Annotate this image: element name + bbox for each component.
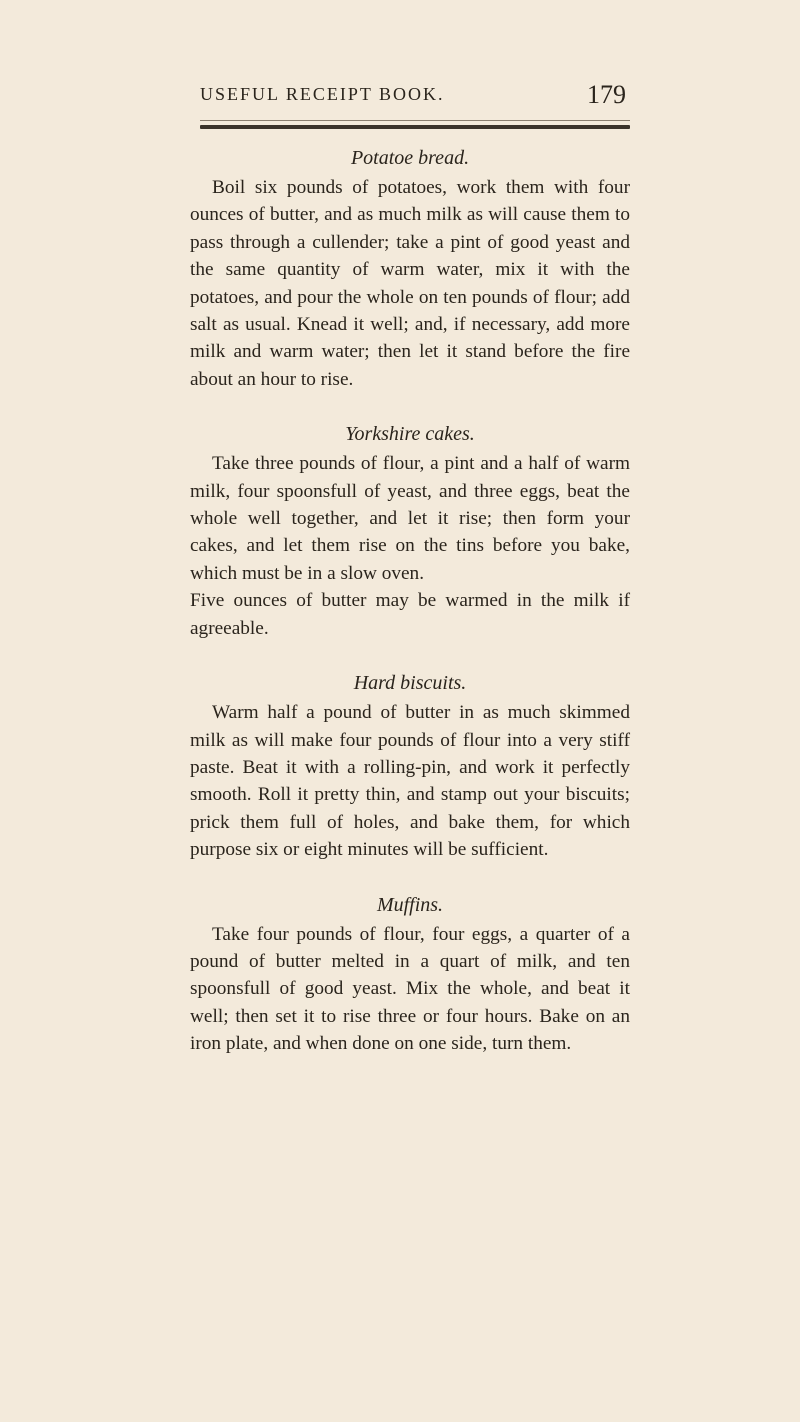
- page-header: [200, 80, 626, 114]
- recipe-muffins: [190, 889, 630, 1058]
- page-body: [190, 142, 630, 1058]
- running-title: USEFUL RECEIPT BOOK.: [200, 84, 445, 104]
- recipe-title: Hard biscuits.: [353, 672, 467, 695]
- recipe-paragraph: Warm half a pound of butter in as much skimmed milk as will make four pounds of flour into a very stiff paste. Beat it with a rolling-pin, and work it perfectly smooth. Roll it pretty thin, and stamp out your biscuits; prick them full of holes, and bake them, for which purpose six or eight minutes will be sufficient.: [190, 702, 630, 861]
- page-number: 179: [587, 80, 626, 109]
- recipe-title: Yorkshire cakes.: [345, 423, 475, 446]
- header-rule: [200, 125, 630, 129]
- recipe-title: Muffins.: [376, 893, 444, 916]
- recipe-paragraph: Take four pounds of flour, four eggs, a quarter of a pound of butter melted in a quart of milk, and ten spoonsfull of good yeast. Mix the whole, and beat it well; then set it to rise three or four hours. Bake on an iron plate, and when done on one side, turn them.: [190, 923, 630, 1055]
- recipe-paragraph: Five ounces of butter may be warmed in the milk if agreeable.: [190, 590, 630, 639]
- recipe-potatoe-bread: [190, 142, 630, 393]
- recipe-paragraph: Boil six pounds of potatoes, work them with four ounces of butter, and as much milk as will cause them to pass through a cullender; take a pint of good yeast and the same quantity of warm water, mix it with the potatoes, and pour the whole on ten pounds of flour; add salt as usual. Knead it well; and, if necessary, add more milk and warm water; then let it stand before the fire about an hour to rise.: [190, 177, 630, 390]
- recipe-title: Potatoe bread.: [350, 147, 470, 169]
- recipe-yorkshire-cakes: [190, 418, 630, 642]
- recipe-paragraph: Take three pounds of flour, a pint and a half of warm milk, four spoonsfull of yeast, and three eggs, beat the whole well together, and let it rise; then form your cakes, and let them rise on the tins before you bake, which must be in a slow oven.: [190, 453, 630, 584]
- recipe-hard-biscuits: [190, 667, 630, 863]
- header-rule-thin: [200, 120, 630, 121]
